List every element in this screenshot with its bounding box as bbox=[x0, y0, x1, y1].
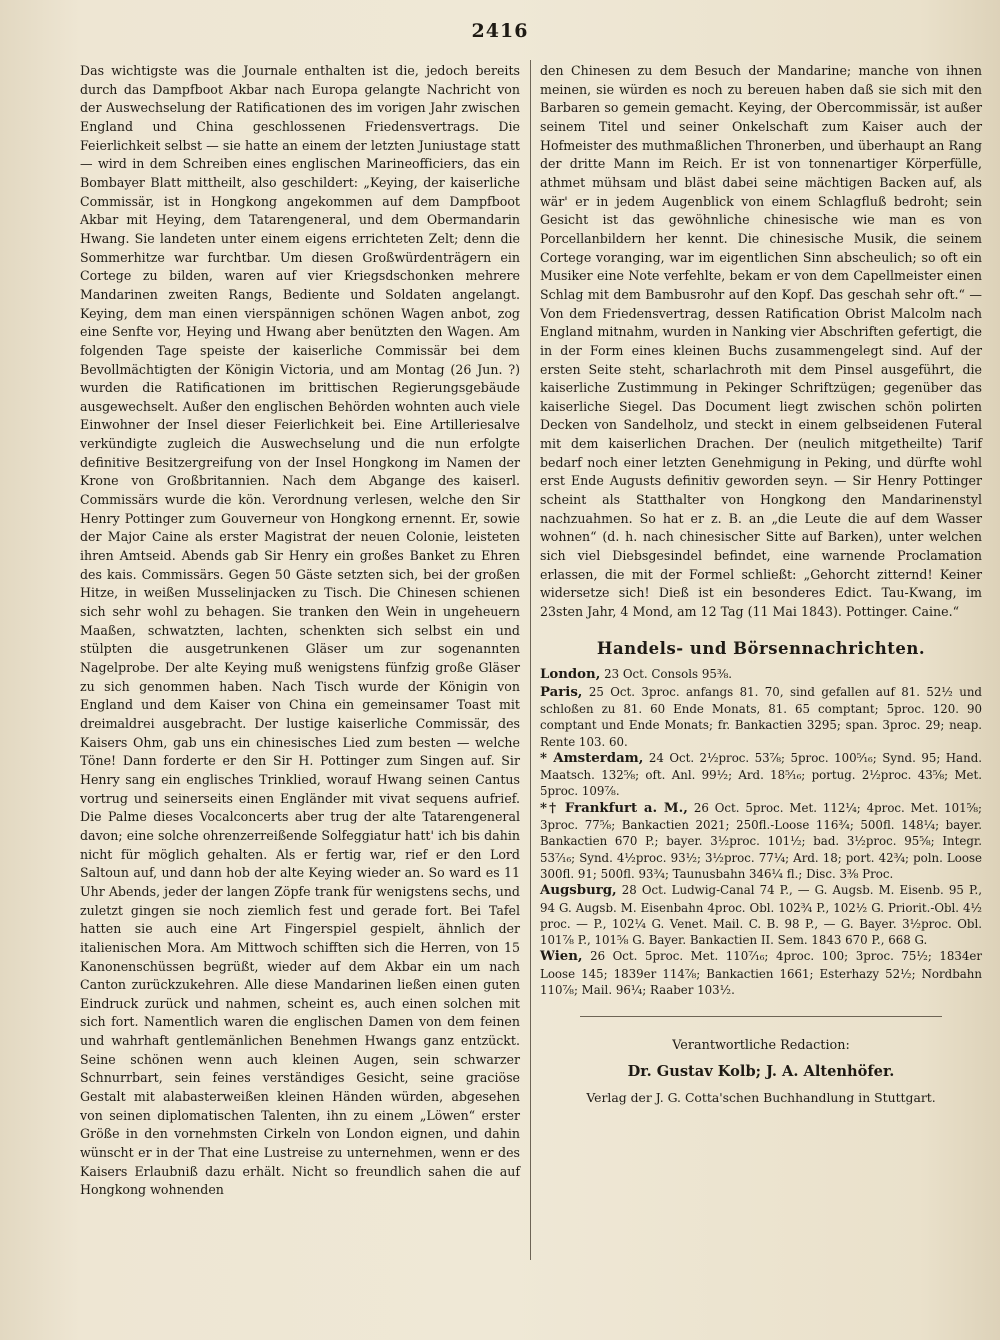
market-place: London, bbox=[540, 667, 601, 683]
market-place: Augsburg, bbox=[540, 883, 617, 899]
editorial-footer bbox=[540, 1033, 982, 1111]
article-text-left: Das wichtigste was die Journale enthalten ist die, jedoch bereits durch das Dampfboot Akbar nach Europa gelangte Nachricht von der Auswechselung der Ratificationen des im vorigen Jahr zwischen England und China geschlossenen Friedensvertrags. Die Feierlichkeit selbst — sie hatte an einem der letzten Juniustage statt — wird in dem Schreiben eines englischen Marineofficiers, das ein Bombayer Blatt mittheilt, also geschildert: „Keying, der kaiserliche Commissär, ist in Hongkong angekommen auf dem Dampfboot Akbar mit Heying, dem Tatarengeneral, und dem Obermandarin Hwang. Sie landeten unter einem eigens errichteten Zelt; denn die Sommerhitze war furchtbar. Um diesen Großwürdenträgern ein Cortege zu bilden, waren auf vier Kriegsdschonken mehrere Mandarinen zweiten Rangs, Bediente und Soldaten angelangt. Keying, dem man einen vierspännigen schönen Wagen anbot, zog eine Senfte vor, Heying und Hwang aber benützten den Wagen. Am folgenden Tage speiste der kaiserliche Commissär bei dem Bevollmächtigten der Königin Victoria, und am Montag (26 Jun. ?) wurden die Ratificationen im brittischen Regierungsgebäude ausgewechselt. Außer den englischen Behörden wohnten auch viele Einwohner der Insel dieser Feierlichkeit bei. Eine Artilleriesalve verkündigte zugleich die Auswechselung und die nun erfolgte definitive Besitzergreifung von der Insel Hongkong im Namen der Krone von Großbritannien. Nach dem Abgange des kaiserl. Commissärs wurde die kön. Verordnung verlesen, welche den Sir Henry Pottinger zum Gouverneur von Hongkong ernennt. Er, sowie der Major Caine als erster Magistrat der neuen Colonie, leisteten ihren Amtseid. Abends gab Sir Henry ein großes Banket zu Ehren des kais. Commissärs. Gegen 50 Gäste setzten sich, bei der großen Hitze, in weißen Musselinjacken zu Tisch. Die Chinesen schienen sich sehr wohl zu behagen. Sie tranken den Wein in ungeheuern Maaßen, schwatzten, lachten, schenkten sich selbst ein und stülpten die ausgetrunkenen Gläser um zur sogenannten Nagelprobe. Der alte Keying muß wenigstens fünfzig große Gläser zu sich genommen haben. Nach Tisch wurde der Königin von England und dem Kaiser von China ein gemeinsamer Toast mit dreimaldrei ausgebracht. Der lustige kaiserliche Commissär, des Kaisers Ohm, gab uns ein chinesisches Lied zum besten — welche Töne! Dann forderte er den Sir H. Pottinger zum Singen auf. Sir Henry sang ein englisches Trinklied, worauf Hwang seinen Cantus vortrug und seinerseits einen Engländer mit vivat sequens aufrief. Die Palme dieses Vocalconcerts aber trug der alte Tatarengeneral davon; eine solche ohrenzerreißende Solfeggiatur hatt' ich bis dahin nicht für möglich gehalten. Als er fertig war, rief er den Lord Saltoun auf, und dann hob der alte Keying wieder an. So ward es 11 Uhr Abends, jeder der langen Zöpfe trank für wenigstens sechs, und zuletzt gingen sie noch ziemlich fest und gerade fort. Bei Tafel hatten sie auch eine Art Fingerspiel gespielt, ähnlich der italienischen Mora. Am Mittwoch schifften sich die Herren, von 15 Kanonenschüssen begrüßt, wieder auf dem Akbar ein um nach Canton zurückzukehren. Alle diese Mandarinen ließen einen guten Eindruck zurück und nahmen, scheint es, auch einen solchen mit sich fort. Namentlich waren die englischen Damen von dem feinen und wahrhaft gentlemänlichen Benehmen Hwangs ganz entzückt. Seine schönen wenn auch kleinen Augen, sein schwarzer Schnurrbart, sein feines verständiges Gesicht, seine graciöse Gestalt mit alabasterweißen kleinen Händen würden, abgesehen von seinen diplomatischen Talenten, ihn zu einem „Löwen“ erster Größe in den vornehmsten Cirkeln von London eignen, und dahin wünscht er in der That eine Lustreise zu unternehmen, wenn er des Kaisers Erlaubniß dazu erhält. Nicht so freundlich sahen die auf Hongkong wohnenden bbox=[80, 63, 520, 1198]
page-number: 2416 bbox=[471, 20, 529, 42]
market-frankfurt bbox=[540, 800, 982, 882]
editor-names: Dr. Gustav Kolb; J. A. Altenhöfer. bbox=[627, 1063, 895, 1081]
market-london bbox=[540, 666, 982, 683]
market-text: 26 Oct. 5proc. Met. 112¼; 4proc. Met. 101⅝; 3proc. 77⅝; Bankactien 2021; 250fl.-Loose 116¾; 500fl. 148¼; bayer. Bankactien 670 P.; bayer. 3½proc. 101½; bad. 3½proc. 95⅝; Integr. 53⁷⁄₁₆; Synd. 4½proc. 93½; 3½proc. 77¼; Ard. 18; port. 42¾; poln. Loose 300fl. 91; 500fl. 93¾; Taunusbahn 346¼ fl.; Disc. 3⅜ Proc. bbox=[540, 800, 983, 881]
market-section-title: Handels- und Börsennachrichten. bbox=[596, 638, 926, 658]
column-divider bbox=[530, 60, 531, 1260]
left-column bbox=[80, 62, 520, 1200]
market-text: 25 Oct. 3proc. anfangs 81. 70, sind gefallen auf 81. 52½ und schloßen zu 81. 60 Ende Monats, 81. 65 comptant; 5proc. 120. 90 comptant und Ende Monats; fr. Bankactien 3295; span. 3proc. 29; neap. Rente 103. 60. bbox=[540, 684, 982, 749]
market-amsterdam bbox=[540, 750, 982, 800]
market-place: Wien, bbox=[540, 949, 583, 965]
market-text: 28 Oct. Ludwig-Canal 74 P., — G. Augsb. M. Eisenb. 95 P., 94 G. Augsb. M. Eisenbahn 4proc. Obl. 102¾ P., 102½ G. Priorit.-Obl. 4½ proc. — P., 102¼ G. Venet. Mail. C. B. 98 P., — G. Bayer. 3½proc. Obl. 101⅞ P., 101⅝ G. Bayer. Bankactien II. Sem. 1843 670 P., 668 G. bbox=[540, 883, 982, 948]
market-place: *† Frankfurt a. M., bbox=[540, 800, 688, 816]
article-text-right: den Chinesen zu dem Besuch der Mandarine; manche von ihnen meinen, sie würden es noch zu bereuen haben daß sie sich mit den Barbaren so gemein gemacht. Keying, der Obercommissär, ist außer seinem Titel und seiner Onkelschaft zum Kaiser auch der Hofmeister des muthmaßlichen Thronerben, und überhaupt an Rang der dritte Mann im Reich. Er ist von tonnenartiger Körperfülle, athmet mühsam und bläst dabei seine mächtigen Backen auf, als wär' er in jedem Augenblick von einem Schlagfluß bedroht; sein Gesicht ist das gewöhnliche chinesische wie man es von Porcellanbildern her kennt. Die chinesische Musik, die seinem Cortege voranging, war im eigentlichen Sinn abscheulich; so oft ein Musiker eine Note verfehlte, bekam er von dem Capellmeister einen Schlag mit dem Bambusrohr auf den Kopf. Das geschah sehr oft.“ — Von dem Friedensvertrag, dessen Ratification Obrist Malcolm nach England mitnahm, wurden in Nanking vier Abschriften gefertigt, die in der Form eines kleinen Buchs zusammengelegt sind. Auf der ersten Seite steht, scharlachroth mit dem Pinsel ausgeführt, die kaiserliche Zustimmung in Pekinger Schriftzügen; gegenüber das kaiserliche Siegel. Das Document liegt zwischen schön polirten Decken von Sandelholz, und steckt in einem gelbseidenen Futeral mit dem kaiserlichen Drachen. Der (neulich mitgetheilte) Tarif bedarf noch einer letzten Genehmigung in Peking, und dürfte wohl erst Ende Augusts definitiv geworden seyn. — Sir Henry Pottinger scheint als Statthalter von Hongkong den Mandarinenstyl nachzuahmen. So hat er z. B. an „die Leute die auf dem Wasser wohnen“ (d. h. nach chinesischer Sitte auf Barken), unter welchen sich viel Diebsgesindel befindet, eine warnende Proclamation erlassen, die mit der Formel schließt: „Gehorcht zitternd! Keiner widersetze sich! Dieß ist ein besonderes Edict. Tau-Kwang, im 23sten Jahr, 4 Mond, am 12 Tag (11 Mai 1843). Pottinger. Caine.“ bbox=[540, 63, 982, 620]
right-column bbox=[540, 62, 982, 1111]
market-list bbox=[540, 666, 982, 998]
footer-separator bbox=[580, 1016, 942, 1017]
market-place: * Amsterdam, bbox=[540, 750, 644, 766]
publisher-line: Verlag der J. G. Cotta'schen Buchhandlung in Stuttgart. bbox=[586, 1090, 936, 1106]
market-augsburg bbox=[540, 882, 982, 948]
market-wien bbox=[540, 948, 982, 998]
redaction-label: Verantwortliche Redaction: bbox=[672, 1038, 850, 1054]
market-text: 24 Oct. 2½proc. 53⅞; 5proc. 100⁵⁄₁₆; Synd. 95; Hand. Maatsch. 132⅝; oft. Anl. 99½; Ard. 18⁵⁄₁₆; portug. 2½proc. 43⅝; Met. 5proc. 109⅞. bbox=[540, 750, 982, 799]
market-paris bbox=[540, 684, 982, 750]
market-text: 23 Oct. Consols 95⅜. bbox=[604, 667, 733, 682]
market-place: Paris, bbox=[540, 684, 583, 700]
market-text: 26 Oct. 5proc. Met. 110⁷⁄₁₆; 4proc. 100; 3proc. 75½; 1834er Loose 145; 1839er 114⅞; Bankactien 1661; Esterhazy 52½; Nordbahn 110⅞; Mail. 96¼; Raaber 103½. bbox=[540, 949, 983, 997]
